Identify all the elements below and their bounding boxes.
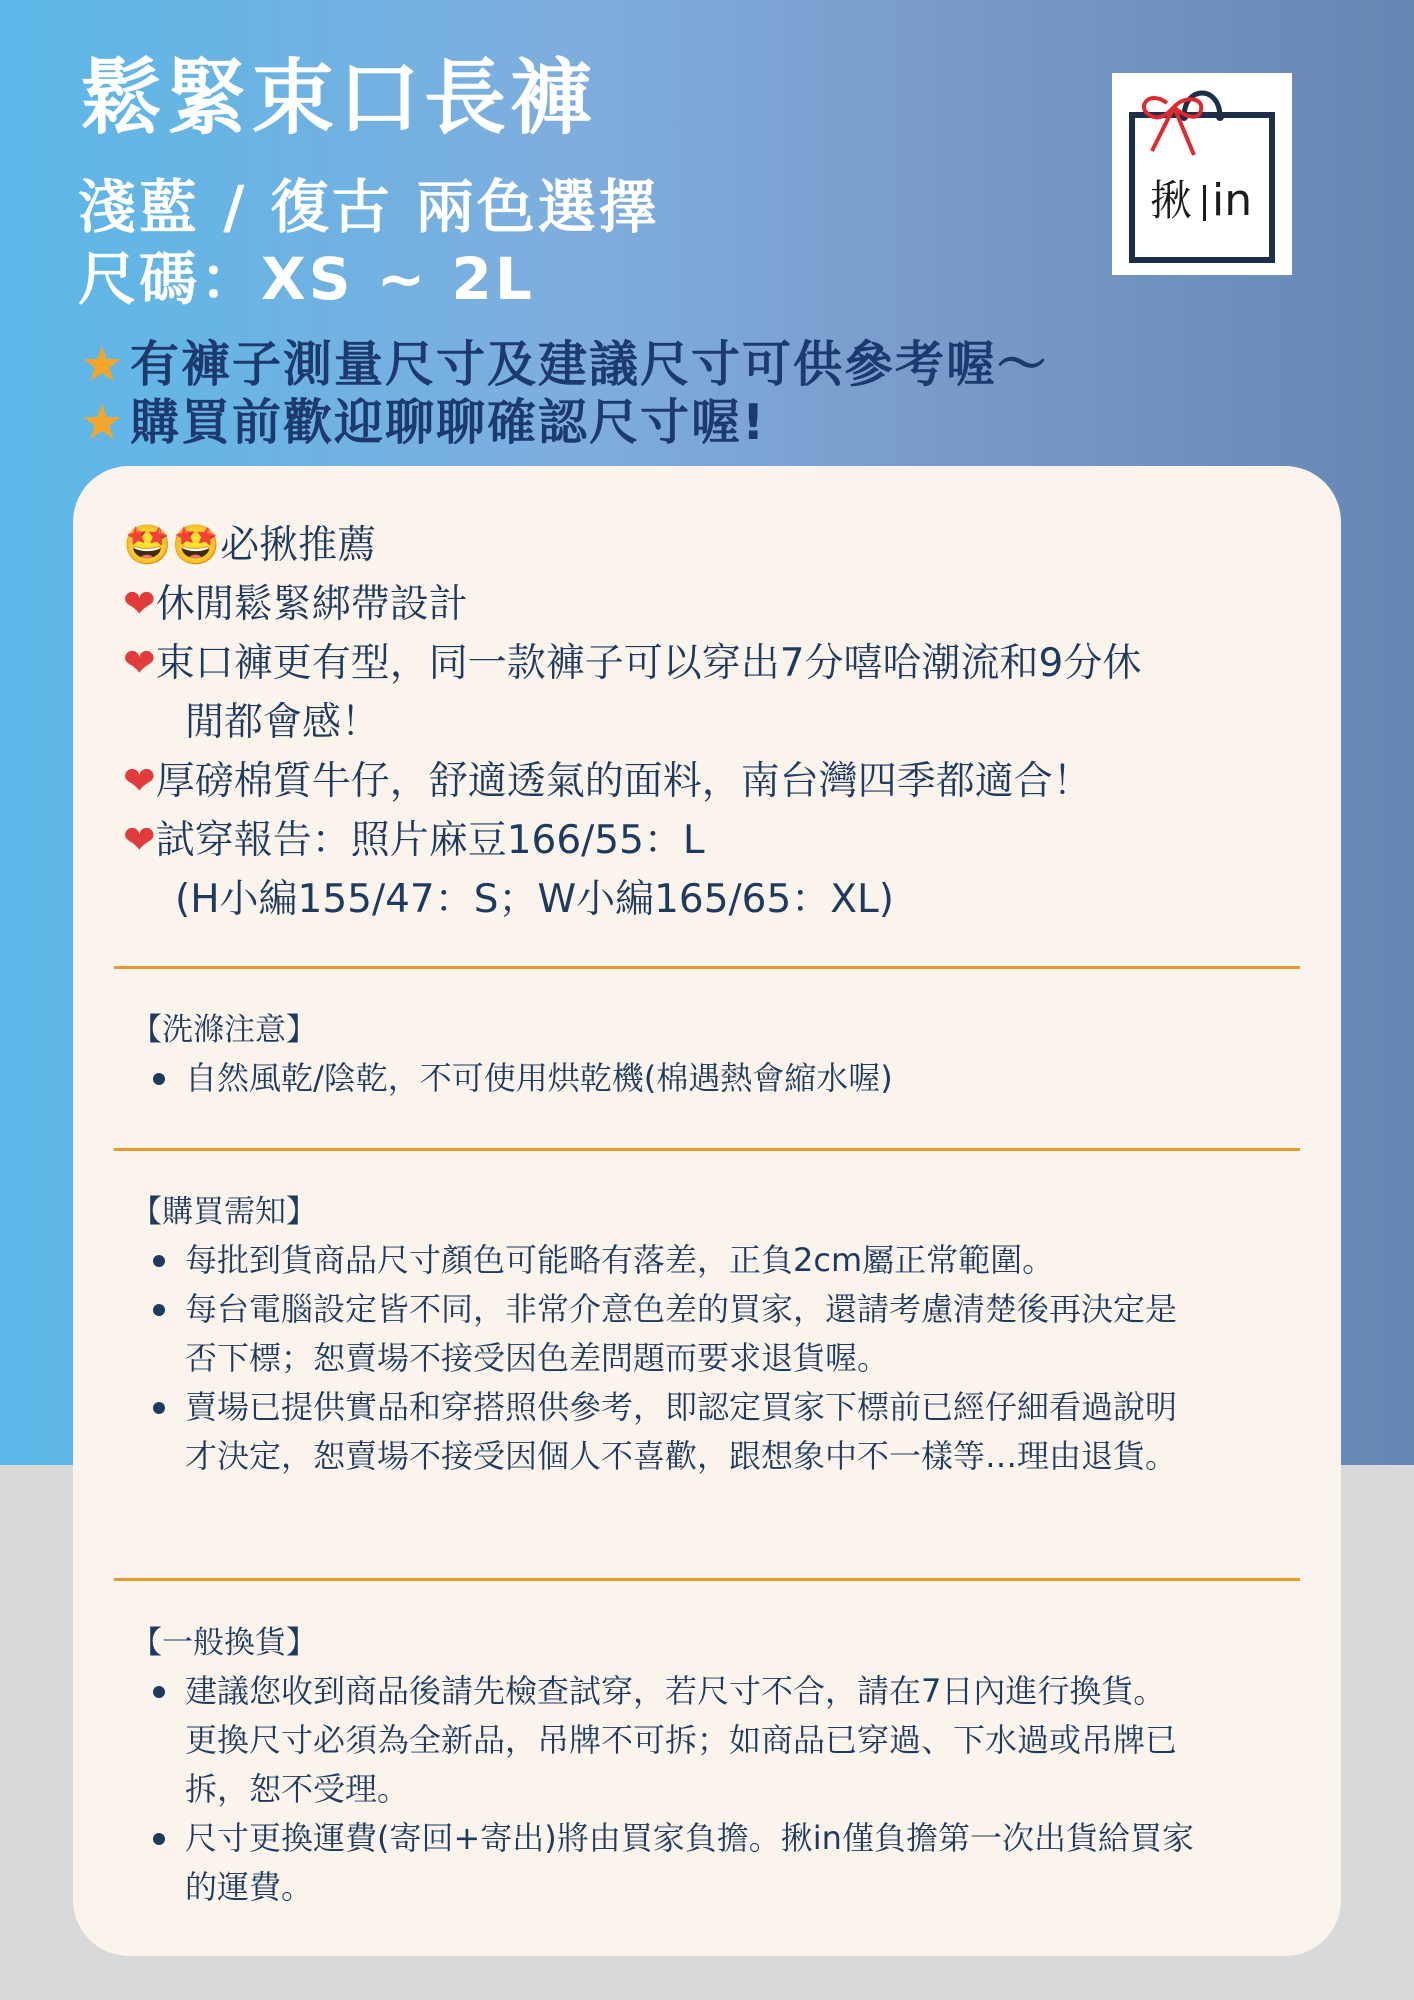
- wash-title: 【洗滌注意】: [131, 1012, 317, 1048]
- feature-1: [123, 575, 1303, 634]
- tip-measurements-text: 有褲子測量尺寸及建議尺寸可供參考喔～: [129, 336, 1048, 393]
- logo-in: in: [1212, 175, 1253, 226]
- heart-icon: ❤: [123, 759, 156, 804]
- heart-icon: ❤: [123, 582, 156, 627]
- starstruck-emoji-icon: 🤩🤩: [123, 523, 221, 568]
- purchase-item-1: 每批到貨商品尺寸顏色可能略有落差，正負2cm屬正常範圍。: [131, 1236, 1311, 1285]
- exchange-item-2-cont: 的運費。: [185, 1868, 314, 1906]
- feature-3: [123, 752, 1303, 811]
- divider: [114, 1578, 1300, 1581]
- star-icon: ★: [80, 394, 126, 451]
- logo-char: 揪: [1150, 176, 1193, 225]
- purchase-item-3: 賣場已提供實品和穿搭照供參考，即認定買家下標前已經仔細看過說明: [131, 1383, 1311, 1432]
- heart-icon: ❤: [123, 818, 156, 863]
- divider: [114, 1148, 1300, 1151]
- feature-1-text: 休閒鬆緊綁帶設計: [155, 582, 468, 627]
- product-title: 鬆緊束口長褲: [80, 51, 597, 146]
- purchase-item-3-cont: 才決定，恕賣場不接受因個人不喜歡，跟想象中不一樣等…理由退貨。: [185, 1437, 1178, 1475]
- intro-section: [123, 516, 1303, 929]
- purchase-item-2: 每台電腦設定皆不同，非常介意色差的買家，還請考慮清楚後再決定是: [131, 1285, 1311, 1334]
- exchange-section: [131, 1619, 1311, 1912]
- size-range: 尺碼：XS ~ 2L: [78, 245, 535, 313]
- feature-4-cont: (H小編155/47：S；W小編165/65：XL): [175, 877, 894, 922]
- feature-4-text: 試穿報告：照片麻豆166/55：L: [155, 818, 705, 863]
- exchange-item-2: 尺寸更換運費(寄回+寄出)將由買家負擔。揪in僅負擔第一次出貨給買家: [131, 1814, 1311, 1863]
- exchange-item-1: 建議您收到商品後請先檢查試穿，若尺寸不合，請在7日內進行換貨。: [131, 1667, 1311, 1716]
- recommend-text: 必揪推薦: [220, 523, 377, 568]
- wash-item: 自然風乾/陰乾，不可使用烘乾機(棉遇熱會縮水喔): [131, 1054, 1311, 1103]
- exchange-title: 【一般換貨】: [131, 1625, 317, 1661]
- feature-3-text: 厚磅棉質牛仔，舒適透氣的面料，南台灣四季都適合！: [155, 759, 1092, 804]
- tip-chat-text: 購買前歡迎聊聊確認尺寸喔!: [129, 394, 767, 451]
- purchase-title: 【購買需知】: [131, 1194, 317, 1230]
- feature-2-cont: 閒都會感！: [185, 700, 381, 745]
- tip-chat: [80, 394, 767, 451]
- gift-bag-logo: [1112, 73, 1292, 275]
- recommend-line: [123, 516, 1303, 575]
- exchange-item-1-cont: 更換尺寸必須為全新品，吊牌不可拆；如商品已穿過、下水過或吊牌已: [185, 1721, 1178, 1759]
- wash-section: [131, 1006, 1311, 1103]
- exchange-item-1-cont: 拆，恕不受理。: [185, 1770, 410, 1808]
- purchase-item-2-cont: 否下標；恕賣場不接受因色差問題而要求退貨喔。: [185, 1339, 890, 1377]
- color-options: 淺藍 / 復古 兩色選擇: [78, 173, 660, 241]
- tip-measurements: [80, 336, 1048, 393]
- star-icon: ★: [80, 336, 126, 393]
- purchase-section: [131, 1188, 1311, 1481]
- feature-2: [123, 634, 1303, 693]
- info-card: [73, 466, 1341, 1956]
- feature-2-text: 束口褲更有型，同一款褲子可以穿出7分嘻哈潮流和9分休: [155, 641, 1142, 686]
- feature-4: [123, 811, 1303, 870]
- heart-icon: ❤: [123, 641, 156, 686]
- divider: [114, 966, 1300, 969]
- brand-logo: [1112, 73, 1292, 275]
